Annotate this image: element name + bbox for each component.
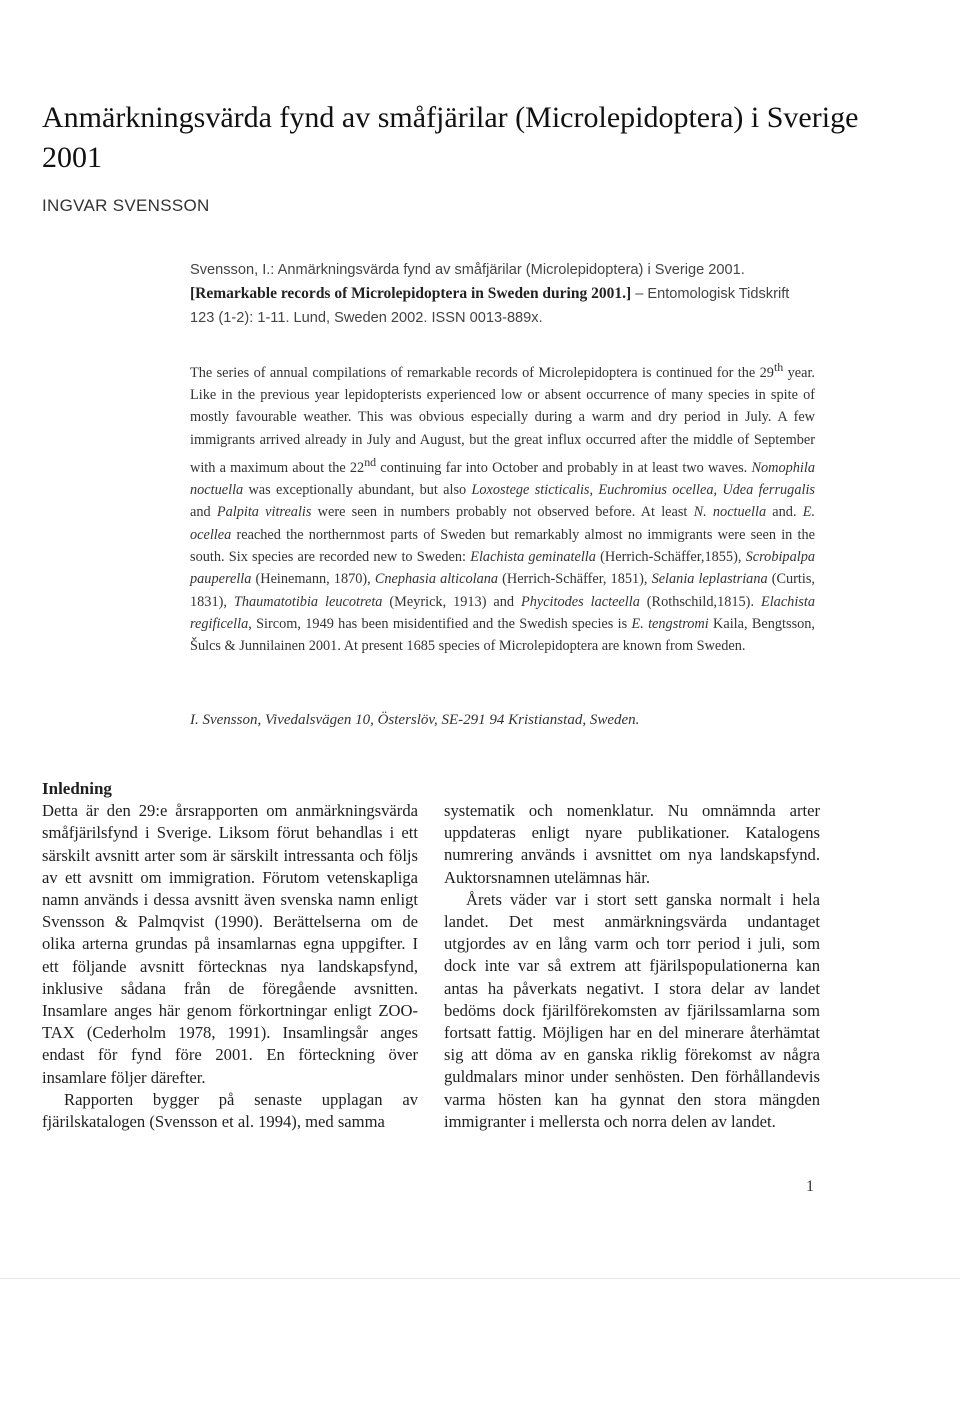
body-paragraph: Rapporten bygger på senaste upplagan av fjärilskatalogen (Svensson et al. 1994), med samma — [42, 1089, 418, 1132]
species-name: Thaumatotibia leucotreta — [233, 593, 383, 610]
body-paragraph: Detta är den 29:e årsrapporten om anmärkningsvärda småfjärilsfynd i Sverige. Liksom förut behandlas i ett särskilt avsnitt arter som är särskilt intressanta och följs av ett avsnitt om immigration. Förutom vetenskapliga namn används i dessa avsnitt även svenska namn enligt Svensson & Palmqvist (1990). Berättelserna om de olika arterna grundas på insamlarnas egna uppgifter. I ett följande avsnitt förtecknas nya landskapsfynd, inklusive sådana från de föregående avsnitten. Insamlare anges här genom förkortningar enligt ZOO-TAX (Cederholm 1978, 1991). Insamlingsår anges endast för fynd före 2001. En förteckning över insamlare följer därefter. — [42, 801, 418, 1087]
abstract-text: (Herrich-Schäffer,1855), — [595, 548, 746, 565]
article-title: Anmärkningsvärda fynd av småfjärilar (Microlepidoptera) i Sverige 2001 — [42, 101, 859, 174]
section-heading: Inledning — [42, 779, 112, 798]
species-name: Elachista regificella — [190, 593, 815, 632]
page-number: 1 — [806, 1178, 814, 1195]
abstract-text: and — [190, 504, 217, 521]
author-name: INGVAR SVENSSON — [42, 196, 210, 215]
species-name: E. ocellea — [190, 504, 816, 543]
citation-swedish: Svensson, I.: Anmärkningsvärda fynd av småfjärilar (Microlepidoptera) i Sverige 2001. — [190, 262, 745, 278]
abstract-text: were seen in numbers probably not observed before. At least — [311, 504, 694, 521]
abstract-text: , Sircom, 1949 has been misidentified and the Swedish species is — [248, 615, 632, 632]
abstract-text: Kaila, Bengtsson, Šulcs & Junnilainen 2001. At present 1685 species of Microlepidoptera are known from Sweden. — [190, 615, 816, 655]
abstract-text: was exceptionally abundant, but also — [243, 482, 472, 499]
species-name: Selania leplastriana — [651, 571, 768, 588]
abstract-text: (Curtis, 1831), — [190, 571, 816, 610]
species-name: Loxostege sticticalis, Euchromius ocellea, Udea ferrugalis — [471, 482, 815, 499]
abstract-text: (Meyrick, 1913) and — [382, 593, 521, 610]
species-name: E. tengstromi — [631, 615, 709, 632]
abstract-sup: th — [773, 360, 784, 374]
abstract-text: year. Like in the previous year lepidopterists experienced low or absent occurrence of many species in spite of mostly favourable weather. This was obvious especially during a warm and dry period in July. A few immigrants arrived already in July and August, but the great influx occurred after the middle of September with a maximum about the 22 — [190, 364, 815, 476]
species-name: Scrobipalpa pauperella — [190, 548, 816, 588]
body-column-left — [42, 778, 418, 1133]
abstract-text: reached the northernmost parts of Sweden but remarkably almost no immigrants were seen in the south. Six species are recorded new to Sweden: — [190, 526, 815, 565]
species-name: Cnephasia alticolana — [374, 571, 499, 588]
abstract-text: (Heinemann, 1870), — [251, 571, 375, 588]
citation-journal: – Entomologisk Tidskrift 123 (1-2): 1-11. Lund, Sweden 2002. ISSN 0013-889x. — [190, 286, 790, 326]
abstract — [190, 356, 815, 657]
species-name: Phycitodes lacteella — [520, 593, 640, 610]
author-address: I. Svensson, Vivedalsvägen 10, Österslöv, SE-291 94 Kristianstad, Sweden. — [190, 712, 640, 728]
scan-edge-divider — [0, 1278, 960, 1279]
body-column-right — [444, 800, 820, 1133]
body-paragraph: Årets väder var i stort sett ganska normalt i hela landet. Det mest anmärkningsvärda undantaget utgjordes av en lång varm och torr period i juli, som dock inte var så extrem att fjärilspopulationerna kan antas ha påverkats negativt. I stora delar av landet bedöms dock fjärilförekomsten av fjärilssamlarna som fortsatt fattig. Möjligen har en del minerare återhämtat sig att döma av en ganska riklig förekomst av några guldmalars minor under senhösten. Den förhållandevis varma hösten kan ha gynnat den stora mängden immigranter i mellersta och norra delen av landet. — [444, 889, 820, 1131]
species-name: Elachista geminatella — [470, 548, 596, 565]
abstract-text: (Herrich-Schäffer, 1851), — [498, 571, 652, 588]
abstract-text: (Rothschild,1815). — [639, 593, 761, 610]
abstract-text: and. — [766, 504, 803, 521]
species-name: Palpita vitrealis — [216, 504, 312, 521]
abstract-text: The series of annual compilations of remarkable records of Microlepidoptera is continued for the 29 — [190, 364, 774, 381]
body-paragraph: systematik och nomenklatur. Nu omnämnda arter uppdateras enligt nyare publikationer. Katalogens numrering används i avsnittet om nya landskapsfynd. Auktorsnamnen utelämnas här. — [444, 801, 820, 887]
species-name: N. noctuella — [693, 504, 767, 521]
citation-english-title: [Remarkable records of Microlepidoptera in Sweden during 2001.] — [190, 285, 632, 302]
citation-block — [190, 258, 815, 330]
abstract-text: continuing far into October and probably in at least two waves. — [376, 459, 752, 476]
abstract-sup: nd — [364, 454, 377, 469]
species-name: Nomophila noctuella — [190, 459, 815, 499]
